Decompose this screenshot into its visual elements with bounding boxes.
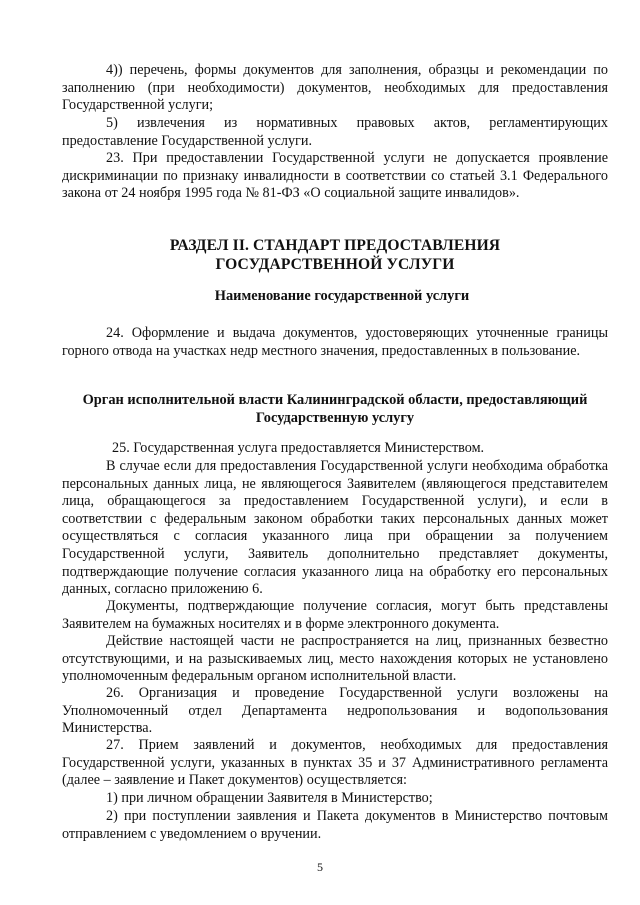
paragraph-26: 26. Организация и проведение Государственной услуги возложены на Уполномоченный отдел Департамента недропользования и водопользования Министерства. [62, 685, 608, 737]
paragraph-27: 27. Прием заявлений и документов, необходимых для предоставления Государственной услуги, указанных в пунктах 35 и 37 Административного регламента (далее – заявление и Пакет документов) осуществляется: [62, 737, 608, 789]
section-title-line1: РАЗДЕЛ II. СТАНДАРТ ПРЕДОСТАВЛЕНИЯ [169, 237, 501, 254]
page-number: 5 [317, 860, 323, 874]
paragraph-item-5: 5) извлечения из нормативных правовых актов, регламентирующих предоставление Государственной услуги. [62, 115, 608, 149]
paragraph-27-item-1: 1) при личном обращении Заявителя в Министерство; [106, 790, 433, 806]
subheading-service-name: Наименование государственной услуги [214, 288, 470, 304]
paragraph-27-item-2: 2) при поступлении заявления и Пакета документов в Министерство почтовым отправлением с уведомлением о вручении. [62, 808, 608, 842]
paragraph-25: 25. Государственная услуга предоставляется Министерством. [112, 440, 485, 456]
section-title-line2: ГОСУДАРСТВЕННОЙ УСЛУГИ [215, 256, 455, 273]
paragraph-item-4: 4)) перечень, формы документов для заполнения, образцы и рекомендации по заполнению (при необходимости) документов, необходимых для предоставления Государственной услуги; [62, 62, 608, 114]
paragraph-consent-documents: Документы, подтверждающие получение согласия, могут быть представлены Заявителем на бумажных носителях и в форме электронного документа. [62, 598, 608, 632]
paragraph-23: 23. При предоставлении Государственной услуги не допускается проявление дискриминации по признаку инвалидности в соответствии со статьей 3.1 Федерального закона от 24 ноября 1995 года № 81-ФЗ «О социальной защите инвалидов». [62, 150, 608, 202]
subheading-authority-line1: Орган исполнительной власти Калининградской области, предоставляющий [82, 392, 588, 408]
subheading-authority [40, 392, 630, 427]
paragraph-personal-data: В случае если для предоставления Государственной услуги необходима обработка персональных данных лица, не являющегося Заявителем (являющегося представителем лица, обращающегося за предоставлением Государственной услуги), и если в соответствии с федеральным законом обработки таких персональных данных может осуществляться с согласия указанного лица при обращении за получением Государственной услуги, Заявитель дополнительно представляет документы, подтверждающие получение согласия указанного лица на обработку его персональных данных, согласно приложению 6. [62, 458, 608, 598]
paragraph-24: 24. Оформление и выдача документов, удостоверяющих уточненные границы горного отвода на участках недр местного значения, предоставленных в пользование. [62, 325, 608, 359]
section-title [62, 236, 608, 274]
subheading-authority-line2: Государственную услугу [255, 409, 415, 426]
paragraph-missing-persons: Действие настоящей части не распространяется на лиц, признанных безвестно отсутствующими, и на разыскиваемых лиц, место нахождения которых не установлено уполномоченным федеральным органом исполнительной власти. [62, 633, 608, 685]
